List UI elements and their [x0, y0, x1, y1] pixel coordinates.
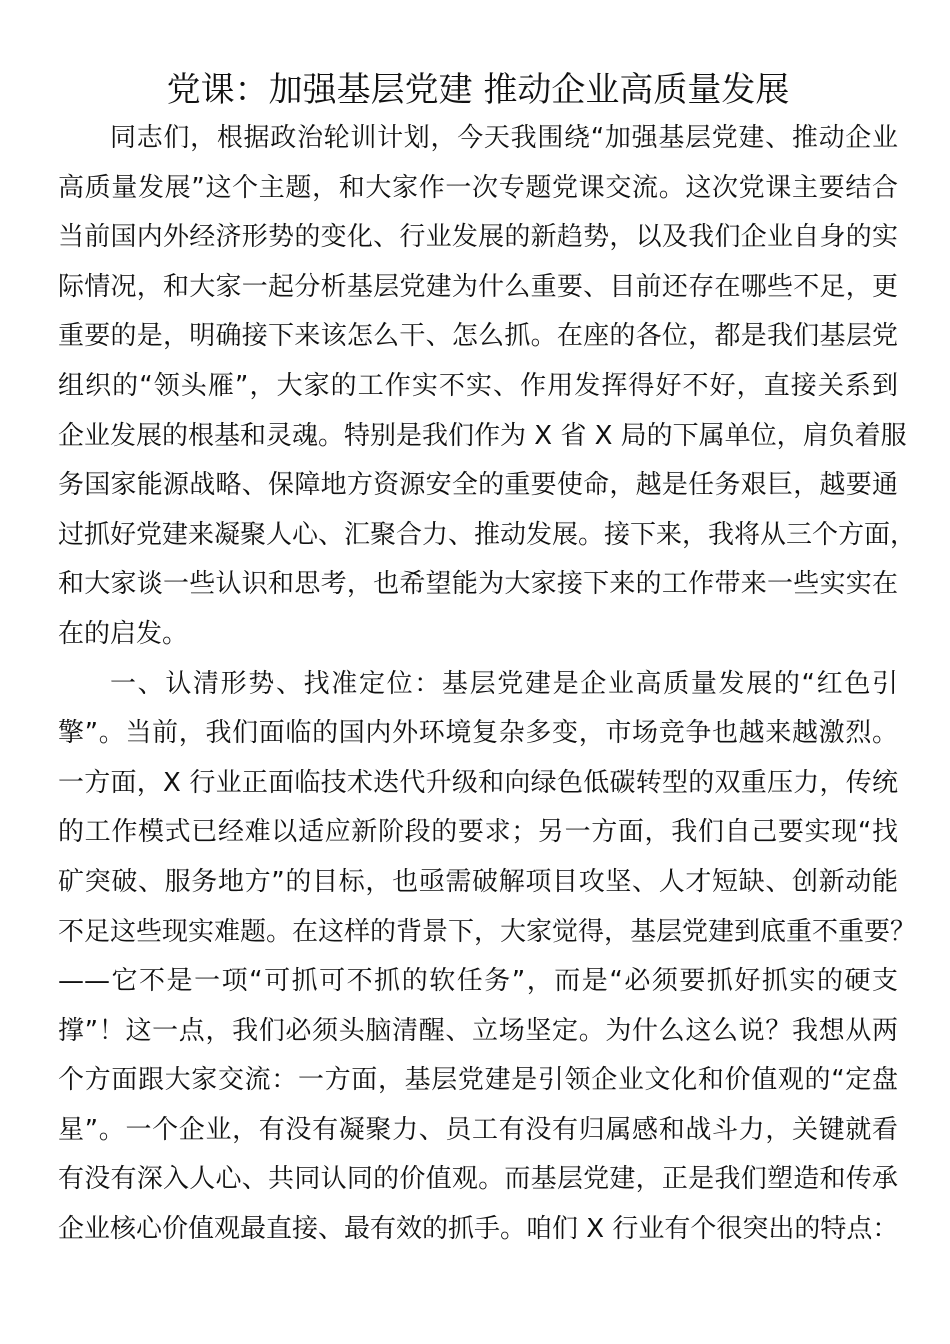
paragraph-line: 过抓好党建来凝聚人心、汇聚合力、推动发展。接下来，我将从三个方面，	[58, 519, 917, 550]
section-heading-line: 一、认清形势、找准定位：基层党建是企业高质量发展的“红色引	[110, 668, 898, 699]
paragraph-line: ——它不是一项“可抓可不抓的软任务”，而是“必须要抓好抓实的硬支	[58, 966, 898, 997]
paragraph-line: 和大家谈一些认识和思考，也希望能为大家接下来的工作带来一些实实在	[58, 569, 898, 600]
paragraph-line: 企业发展的根基和灵魂。特别是我们作为 X 省 X 局的下属单位，肩负着服	[58, 420, 907, 451]
paragraph-line: 务国家能源战略、保障地方资源安全的重要使命，越是任务艰巨，越要通	[58, 470, 898, 501]
paragraph-line: 不足这些现实难题。在这样的背景下，大家觉得，基层党建到底重不重要？	[58, 916, 917, 947]
paragraph-line: 有没有深入人心、共同认同的价值观。而基层党建，正是我们塑造和传承	[58, 1164, 898, 1195]
paragraph-line: 个方面跟大家交流：一方面，基层党建是引领企业文化和价值观的“定盘	[58, 1065, 898, 1096]
paragraph-line: 撑”！这一点，我们必须头脑清醒、立场坚定。为什么这么说？我想从两	[58, 1015, 898, 1046]
paragraph-line: 组织的“领头雁”，大家的工作实不实、作用发挥得好不好，直接关系到	[58, 370, 898, 401]
paragraph-line: 企业核心价值观最直接、最有效的抓手。咱们 X 行业有个很突出的特点：	[58, 1214, 899, 1245]
document-page	[58, 66, 917, 1255]
paragraph-line: 当前国内外经济形势的变化、行业发展的新趋势，以及我们企业自身的实	[58, 222, 898, 253]
paragraph-line: 高质量发展”这个主题，和大家作一次专题党课交流。这次党课主要结合	[58, 172, 898, 203]
paragraph-intro	[58, 114, 917, 660]
paragraph-line: 擎”。当前，我们面临的国内外环境复杂多变，市场竞争也越来越激烈。	[58, 718, 898, 749]
paragraph-line: 在的启发。	[58, 618, 189, 649]
paragraph-line: 矿突破、服务地方”的目标，也亟需破解项目攻坚、人才短缺、创新动能	[58, 866, 898, 897]
paragraph-line: 重要的是，明确接下来该怎么干、怎么抓。在座的各位，都是我们基层党	[58, 321, 898, 352]
paragraph-line: 星”。一个企业，有没有凝聚力、员工有没有归属感和战斗力，关键就看	[58, 1114, 898, 1145]
paragraph-line: 的工作模式已经难以适应新阶段的要求；另一方面，我们自己要实现“找	[58, 817, 898, 848]
paragraph-line: 一方面，X 行业正面临技术迭代升级和向绿色低碳转型的双重压力，传统	[58, 767, 898, 798]
paragraph-line: 同志们，根据政治轮训计划，今天我围绕“加强基层党建、推动企业	[110, 123, 898, 153]
document-title: 党课：加强基层党建 推动企业高质量发展	[166, 70, 790, 110]
paragraph-section-one	[58, 660, 917, 1255]
paragraph-line: 际情况，和大家一起分析基层党建为什么重要、目前还存在哪些不足，更	[58, 271, 898, 302]
